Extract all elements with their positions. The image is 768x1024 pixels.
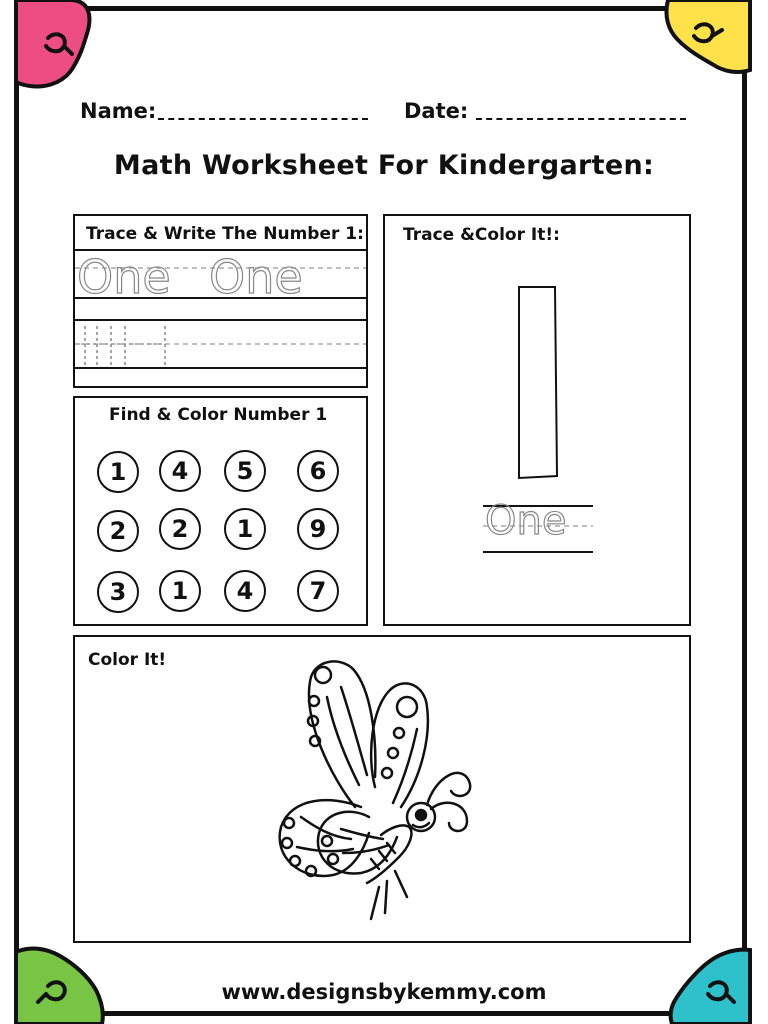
number-circle[interactable]: 1 (159, 570, 201, 612)
date-label: Date: (404, 99, 469, 123)
corner-decoration-top-left (8, 0, 98, 95)
number-circle[interactable]: 3 (97, 571, 139, 613)
number-circle[interactable]: 2 (97, 510, 139, 552)
name-field[interactable] (158, 118, 368, 120)
trace-color-section (383, 214, 691, 626)
number-circle[interactable]: 5 (224, 450, 266, 492)
number-one-outline-icon[interactable] (515, 284, 561, 480)
number-circle[interactable]: 2 (159, 508, 201, 550)
number-circle[interactable]: 1 (97, 451, 139, 493)
trace-word-one-2: One (209, 250, 303, 304)
trace-write-section (73, 214, 368, 388)
trace-word-one: One (485, 498, 567, 544)
corner-decoration-top-right (658, 0, 758, 80)
trace-word-one-1: One (77, 250, 171, 304)
color-it-section (73, 635, 691, 943)
number-circle[interactable]: 1 (224, 508, 266, 550)
number-circle[interactable]: 4 (159, 450, 201, 492)
name-label: Name: (80, 99, 157, 123)
number-circle[interactable]: 9 (297, 508, 339, 550)
date-field[interactable] (476, 118, 686, 120)
find-color-label: Find & Color Number 1 (109, 405, 328, 425)
color-it-label: Color It! (88, 650, 167, 670)
trace-write-label: Trace & Write The Number 1: (86, 224, 364, 244)
butterfly-icon[interactable] (271, 657, 481, 933)
trace-color-label: Trace &Color It!: (403, 225, 560, 245)
number-circle[interactable]: 6 (297, 450, 339, 492)
page-title: Math Worksheet For Kindergarten: (113, 150, 655, 181)
footer-website: www.designsbykemmy.com (221, 980, 547, 1004)
number-circle[interactable]: 7 (297, 570, 339, 612)
find-color-section (73, 396, 368, 626)
number-circle[interactable]: 4 (224, 570, 266, 612)
